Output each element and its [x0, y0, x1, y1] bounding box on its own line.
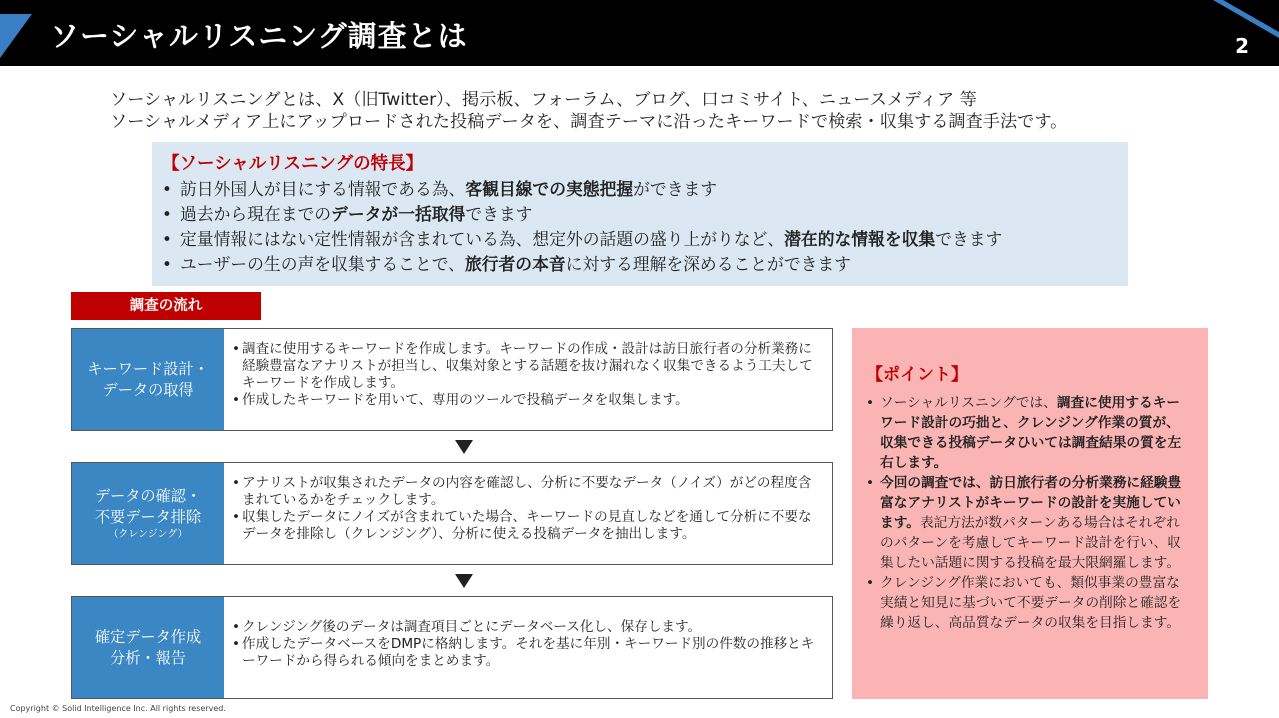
flow-step-body — [224, 597, 832, 698]
features-item-text: できます — [935, 229, 1003, 249]
flow-step-bullet: • 作成したキーワードを用いて、専用のツールで投稿データを収集します。 — [232, 392, 822, 409]
point-box — [852, 328, 1208, 699]
features-box — [152, 142, 1128, 286]
flow-step-bullet: • 収集したデータにノイズが含まれていた場合、キーワードの見直しなどを通して分析に不要なデータを排除し（クレンジング）、分析に使える投稿データを抽出します。 — [232, 509, 822, 543]
flow-step-heading-line: データの取得 — [102, 380, 194, 399]
slide-title: ソーシャルリスニング調査とは — [50, 19, 468, 53]
flow-step-heading-line: データの確認・ — [94, 486, 202, 505]
point-item-emphasis: 調査に使用するキーワード設計の巧拙と、クレンジング作業の質が、収集できる投稿データひいては調査結果の質を左右します。 — [880, 395, 1182, 471]
copyright-notice: Copyright © Solid Intelligence Inc. All rights reserved. — [10, 704, 226, 713]
point-item — [866, 573, 1190, 633]
intro-text — [110, 89, 1067, 133]
features-item — [162, 202, 1118, 227]
features-item-text: 訪日外国人が目にする情報である為、 — [180, 179, 466, 199]
point-item — [866, 473, 1190, 573]
features-item-emphasis: 客観目線での実態把握 — [465, 179, 634, 199]
flow-step-body — [224, 463, 832, 564]
flow-step-bullet: • アナリストが収集されたデータの内容を確認し、分析に不要なデータ（ノイズ）がどの程度含まれているかをチェックします。 — [232, 475, 822, 509]
flow-step-heading-line: 分析・報告 — [110, 648, 186, 667]
slide-header — [0, 0, 1279, 66]
flow-step-heading-line: 確定データ作成 — [94, 627, 202, 646]
features-item-emphasis: 旅行者の本音 — [464, 254, 566, 274]
features-item-text: 定量情報にはない定性情報が含まれている為、想定外の話題の盛り上がりなど、 — [180, 229, 785, 249]
features-item — [162, 227, 1118, 252]
features-item-text: に対する理解を深めることができます — [565, 254, 851, 274]
features-list — [162, 177, 1118, 277]
features-item-text: ユーザーの生の声を収集することで、 — [180, 254, 465, 274]
features-title: 【ソーシャルリスニングの特長】 — [162, 154, 424, 174]
flow-down-arrow-icon — [455, 440, 473, 454]
flow-step-bullet: • 調査に使用するキーワードを作成します。キーワードの作成・設計は訪日旅行者の分析業務に経験豊富なアナリストが担当し、収集対象とする話題を抜け漏れなく収集できるよう工夫してキーワードを作成します。 — [232, 341, 822, 392]
point-title: 【ポイント】 — [866, 365, 968, 385]
point-item-text: クレンジング作業においても、類似事業の豊富な実績と知見に基づいて不要データの削除と確認を繰り返し、高品質なデータの収集を目指します。 — [880, 575, 1182, 631]
flow-step-keyword — [71, 328, 833, 431]
features-item-text: できます — [465, 204, 533, 224]
features-item — [162, 177, 1118, 202]
flow-step-cleansing — [71, 462, 833, 565]
features-item-text: 過去から現在までの — [180, 204, 332, 224]
page-number: 2 — [1235, 34, 1249, 58]
flow-section-label: 調査の流れ — [71, 292, 261, 320]
intro-line-2: ソーシャルメディア上にアップロードされた投稿データを、調査テーマに沿ったキーワードで検索・収集する調査手法です。 — [110, 112, 1068, 132]
intro-line-1: ソーシャルリスニングとは、X（旧Twitter）、掲示板、フォーラム、ブログ、口コミサイト、ニュースメディア 等 — [110, 90, 977, 110]
flow-step-heading-line: キーワード設計・ — [87, 359, 209, 378]
flow-step-heading-line: 不要データ排除 — [94, 507, 202, 526]
flow-step-heading — [72, 597, 224, 698]
features-item-emphasis: データが一括取得 — [331, 204, 466, 224]
features-item-text: ができます — [633, 179, 718, 199]
flow-step-heading — [72, 329, 224, 430]
point-item-emphasis: 今回の調査では、訪日旅行者の分析業務に経験豊富なアナリストがキーワードの設計を実施しています。 — [880, 475, 1182, 531]
flow-step-bullet: • クレンジング後のデータは調査項目ごとにデータベース化し、保存します。 — [232, 619, 822, 636]
point-list — [866, 393, 1190, 633]
point-item-text: 表記方法が数パターンある場合はそれぞれのパターンを考慮してキーワード設計を行い、収集したい話題に関する投稿を最大限網羅します。 — [880, 515, 1181, 571]
flow-step-report — [71, 596, 833, 699]
flow-step-heading — [72, 463, 224, 564]
features-item — [162, 252, 1118, 277]
features-item-emphasis: 潜在的な情報を収集 — [784, 229, 936, 249]
header-corner-mask-shape — [1223, 0, 1279, 32]
header-left-accent-shape — [0, 14, 32, 58]
point-item-text: ソーシャルリスニングでは、 — [880, 395, 1057, 411]
flow-step-body — [224, 329, 832, 430]
point-item — [866, 393, 1190, 473]
flow-step-bullet: • 作成したデータベースをDMPに格納します。それを基に年別・キーワード別の件数の推移とキーワードから得られる傾向をまとめます。 — [232, 636, 822, 670]
flow-step-heading-note: （クレンジング） — [108, 528, 188, 540]
flow-down-arrow-icon — [455, 574, 473, 588]
